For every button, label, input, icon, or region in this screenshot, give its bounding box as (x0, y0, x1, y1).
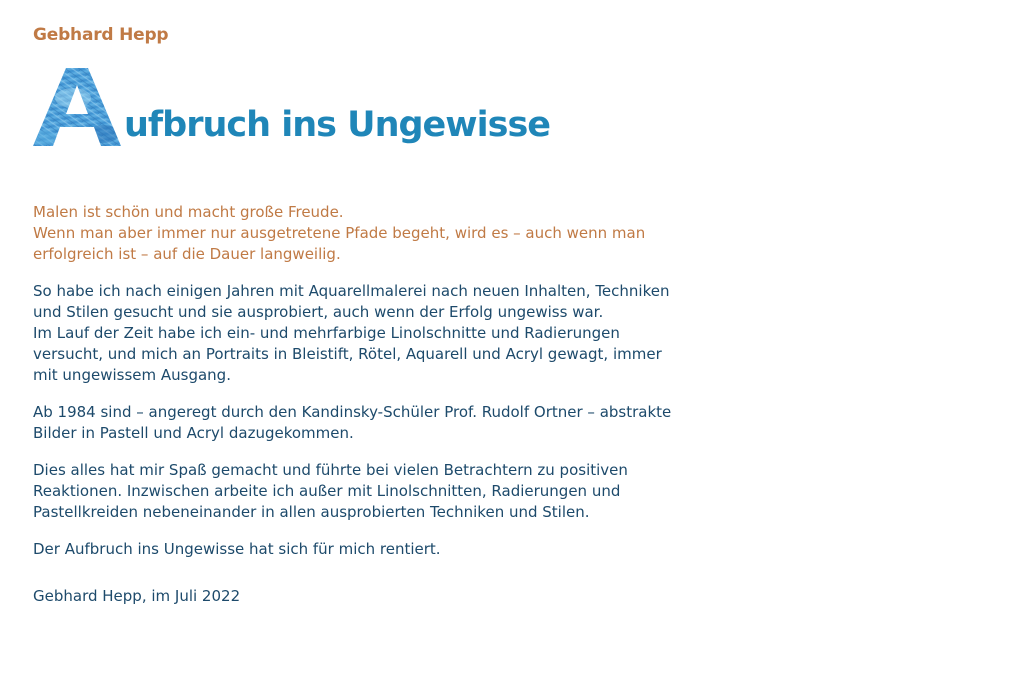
text-line: erfolgreich ist – auf die Dauer langweilig. (33, 245, 341, 263)
text-line: Malen ist schön und macht große Freude. (33, 203, 344, 221)
text-line: Pastellkreiden nebeneinander in allen ausprobierten Techniken und Stilen. (33, 503, 590, 521)
page-title-text: ufbruch ins Ungewisse (124, 105, 551, 145)
text-line: Ab 1984 sind – angeregt durch den Kandinsky-Schüler Prof. Rudolf Ortner – abstrakte (33, 403, 672, 421)
watercolor-drop-cap-a-icon (33, 68, 127, 148)
text-line: Der Aufbruch ins Ungewisse hat sich für mich rentiert. (33, 540, 441, 558)
body-paragraph (33, 539, 713, 560)
text-line: Wenn man aber immer nur ausgetretene Pfade begeht, wird es – auch wenn man (33, 224, 646, 242)
text-line: Reaktionen. Inzwischen arbeite ich außer mit Linolschnitten, Radierungen und (33, 482, 621, 500)
text-line: versucht, und mich an Portraits in Bleistift, Rötel, Aquarell und Acryl gewagt, immer (33, 345, 662, 363)
text-line: Dies alles hat mir Spaß gemacht und führte bei vielen Betrachtern zu positiven (33, 461, 628, 479)
text-line: Im Lauf der Zeit habe ich ein- und mehrfarbige Linolschnitte und Radierungen (33, 324, 620, 342)
body-paragraph (33, 281, 713, 386)
signature: Gebhard Hepp, im Juli 2022 (33, 587, 241, 605)
intro-paragraph (33, 202, 713, 265)
text-line: und Stilen gesucht und sie ausprobiert, auch wenn der Erfolg ungewiss war. (33, 303, 604, 321)
page-title (33, 68, 753, 152)
text-line: Bilder in Pastell und Acryl dazugekommen. (33, 424, 354, 442)
article-body (33, 202, 713, 576)
text-line: mit ungewissem Ausgang. (33, 366, 231, 384)
body-paragraph (33, 460, 713, 523)
text-line: So habe ich nach einigen Jahren mit Aquarellmalerei nach neuen Inhalten, Techniken (33, 282, 670, 300)
author-name: Gebhard Hepp (33, 25, 169, 45)
body-paragraph (33, 402, 713, 444)
